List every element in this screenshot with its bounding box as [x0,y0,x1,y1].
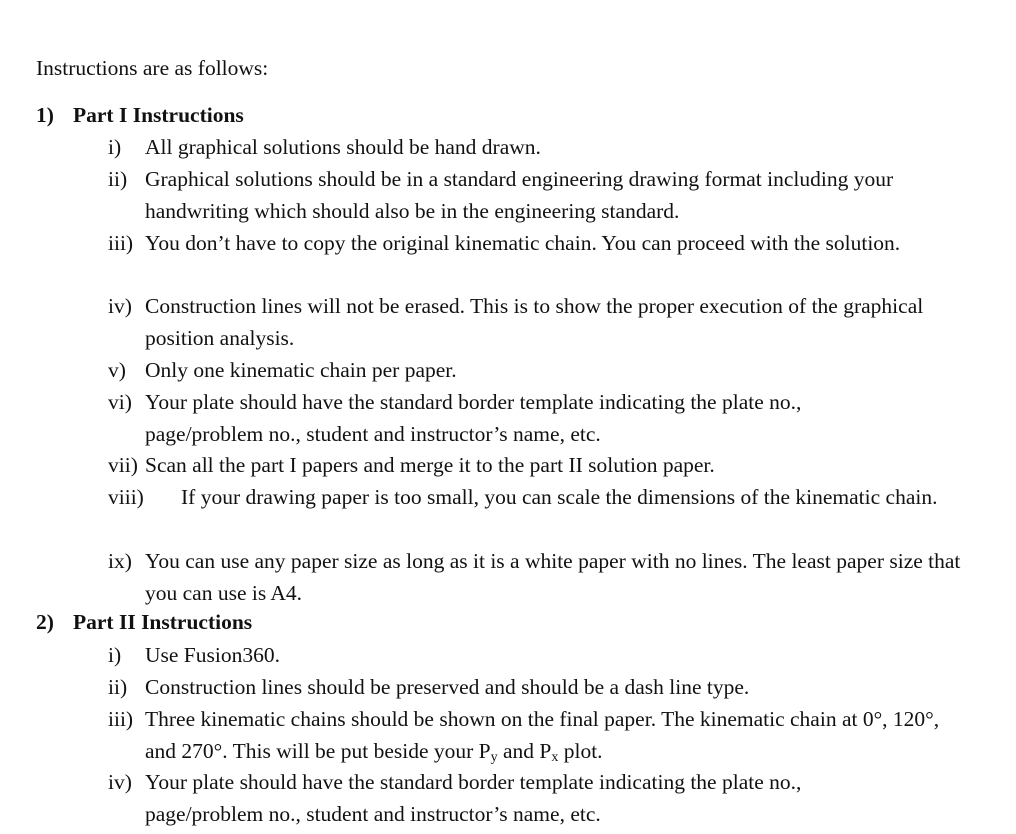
item-text: Your plate should have the standard border template indicating the plate no., page/problem no., student and instructor’s name, etc. [145,770,802,826]
item-text: Construction lines will not be erased. This is to show the proper execution of the graphical position analysis. [145,294,924,350]
item-text-after: plot. [558,739,603,763]
item-number: ix) [108,549,132,573]
part1-number: 1) [36,103,54,127]
item-text: You can use any paper size as long as it is a white paper with no lines. The least paper size that you can use is A4. [145,549,961,605]
item-number: iv) [108,294,132,318]
item-text: All graphical solutions should be hand drawn. [145,135,541,159]
item-text [145,703,945,767]
subscript-y: y [490,750,498,765]
subscript-x: x [551,750,559,765]
part1-item-ii [108,163,988,227]
item-text-before: Three kinematic chains should be shown on the final paper. The kinematic chain at 0°, 120°, and 270°. This will be put beside your P [145,707,940,763]
item-text: Graphical solutions should be in a standard engineering drawing format including your handwriting which should also be in the engineering standard. [145,167,894,223]
part1-heading [36,102,244,129]
item-number: iii) [108,707,134,731]
item-text: Construction lines should be preserved and should be a dash line type. [145,675,750,699]
item-text: If your drawing paper is too small, you can scale the dimensions of the kinematic chain. [181,485,938,509]
part1-item-iv [108,290,988,354]
part1-item-vi [108,386,988,450]
item-text: Use Fusion360. [145,643,280,667]
item-number: iv) [108,770,132,794]
part2-item-iii [108,703,988,767]
item-number: vi) [108,390,132,414]
item-number: ii) [108,675,128,699]
item-number: v) [108,358,126,382]
item-number: i) [108,643,122,667]
item-number: ii) [108,167,128,191]
part1-item-i [108,131,988,163]
part2-item-ii [108,671,988,703]
item-text: You don’t have to copy the original kinematic chain. You can proceed with the solution. [145,231,901,255]
intro-text: Instructions are as follows: [36,56,269,80]
part2-number: 2) [36,610,54,634]
item-number: viii) [108,485,144,509]
part2-item-i [108,639,988,671]
item-text-middle: and P [497,739,552,763]
part1-title: Part I Instructions [73,103,244,127]
item-number: i) [108,135,122,159]
part2-title: Part II Instructions [73,610,253,634]
part1-item-v [108,354,988,386]
part1-item-vii [108,449,988,481]
part2-heading [36,609,252,636]
part2-item-iv [108,766,988,830]
part1-item-ix [108,545,988,609]
item-text: Your plate should have the standard border template indicating the plate no., page/problem no., student and instructor’s name, etc. [145,390,802,446]
part1-item-viii [108,481,988,513]
item-number: vii) [108,453,138,477]
part1-item-iii [108,227,988,259]
item-text: Only one kinematic chain per paper. [145,358,457,382]
item-text: Scan all the part I papers and merge it to the part II solution paper. [145,453,715,477]
item-number: iii) [108,231,134,255]
